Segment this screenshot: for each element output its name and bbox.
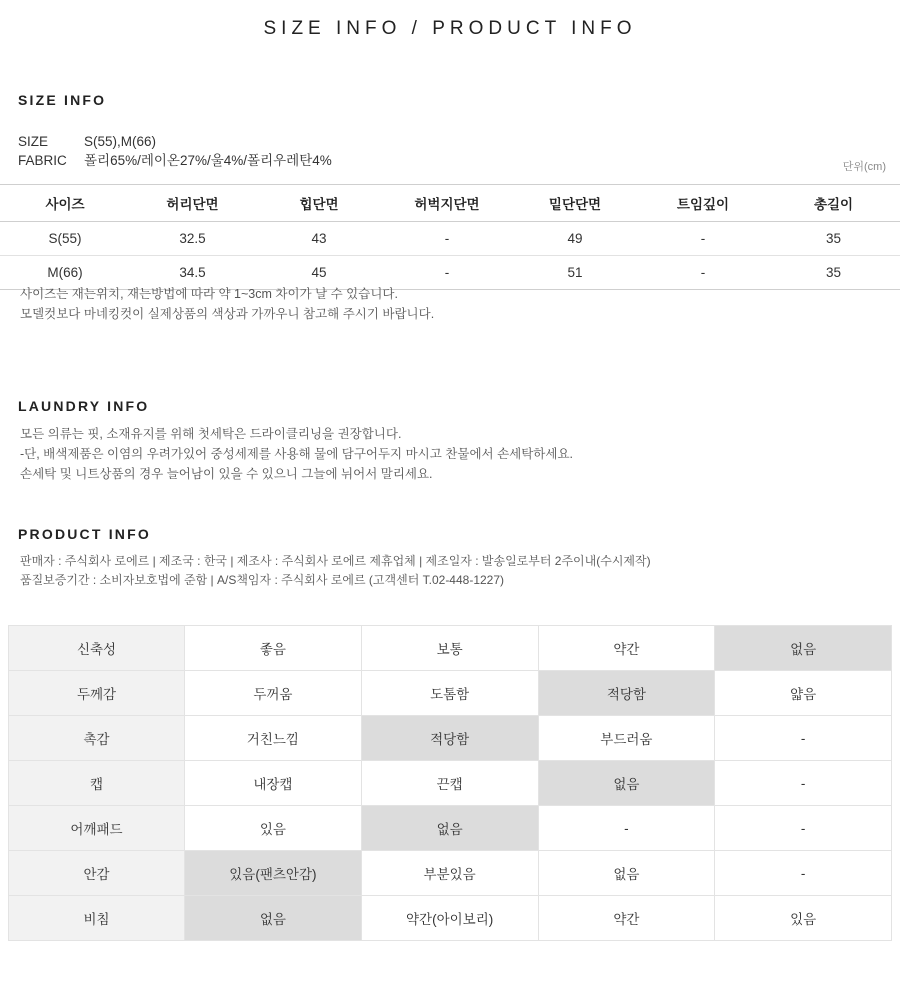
property-option[interactable]: - (715, 761, 892, 806)
property-row-cap (9, 761, 892, 806)
col-hip: 힙단면 (255, 185, 383, 222)
product-info-body (20, 552, 651, 590)
cell-slit: - (639, 222, 767, 256)
property-option-selected[interactable]: 있음(팬츠안감) (185, 851, 362, 896)
property-option-selected[interactable]: 없음 (185, 896, 362, 941)
property-option[interactable]: 내장캡 (185, 761, 362, 806)
property-option[interactable]: 두꺼움 (185, 671, 362, 716)
size-spec-list (18, 132, 332, 170)
cell-slit: - (639, 256, 767, 290)
property-option-selected[interactable]: 없음 (361, 806, 538, 851)
cell-length: 35 (767, 256, 900, 290)
property-row-sheerness (9, 896, 892, 941)
size-info-heading: SIZE INFO (18, 92, 107, 108)
cell-waist: 32.5 (130, 222, 255, 256)
col-hem: 밑단단면 (511, 185, 639, 222)
size-notes (20, 284, 434, 324)
property-option-selected[interactable]: 없음 (538, 761, 715, 806)
col-size: 사이즈 (0, 185, 130, 222)
property-row-thickness (9, 671, 892, 716)
spec-value-fabric: 폴리65%/레이온27%/울4%/폴리우레탄4% (84, 153, 332, 168)
measurement-table (0, 184, 900, 290)
property-row-lining (9, 851, 892, 896)
property-label-shoulder-pad: 어깨패드 (9, 806, 185, 851)
property-option[interactable]: 도톰함 (361, 671, 538, 716)
property-label-stretch: 신축성 (9, 626, 185, 671)
property-option[interactable]: 있음 (715, 896, 892, 941)
table-header-row (0, 185, 900, 222)
property-row-stretch (9, 626, 892, 671)
unit-note: 단위(cm) (842, 161, 886, 173)
cell-hem: 51 (511, 256, 639, 290)
spec-value-size: S(55),M(66) (84, 134, 157, 149)
property-row-shoulder-pad (9, 806, 892, 851)
property-option[interactable]: 얇음 (715, 671, 892, 716)
property-option[interactable]: - (715, 716, 892, 761)
property-option[interactable]: - (715, 851, 892, 896)
property-option-selected[interactable]: 적당함 (538, 671, 715, 716)
laundry-info-body (20, 424, 573, 484)
property-label-texture: 촉감 (9, 716, 185, 761)
property-option[interactable]: 보통 (361, 626, 538, 671)
col-length: 총길이 (767, 185, 900, 222)
cell-hip: 45 (255, 256, 383, 290)
laundry-info-heading: LAUNDRY INFO (18, 398, 150, 414)
cell-thigh: - (383, 256, 511, 290)
measurement-table-wrapper (0, 184, 900, 290)
property-option[interactable]: 있음 (185, 806, 362, 851)
property-option[interactable]: 약간 (538, 626, 715, 671)
property-option[interactable]: - (715, 806, 892, 851)
laundry-line: 손세탁 및 니트상품의 경우 늘어남이 있을 수 있으니 그늘에 뉘어서 말리세요. (20, 467, 433, 481)
property-grid (8, 625, 892, 941)
cell-waist: 34.5 (130, 256, 255, 290)
property-option[interactable]: 거친느낌 (185, 716, 362, 761)
laundry-line: -단, 배색제품은 이염의 우려가있어 중성세제를 사용해 물에 담구어두지 마시고 찬물에서 손세탁하세요. (20, 447, 573, 461)
laundry-line: 모든 의류는 핏, 소재유지를 위해 첫세탁은 드라이클리닝을 권장합니다. (20, 427, 402, 441)
property-option[interactable]: - (538, 806, 715, 851)
col-slit: 트임깊이 (639, 185, 767, 222)
cell-hem: 49 (511, 222, 639, 256)
property-option[interactable]: 약간(아이보리) (361, 896, 538, 941)
property-label-cap: 캡 (9, 761, 185, 806)
property-label-lining: 안감 (9, 851, 185, 896)
property-option[interactable]: 부분있음 (361, 851, 538, 896)
spec-label-size: SIZE (18, 134, 49, 149)
property-option[interactable]: 끈캡 (361, 761, 538, 806)
cell-thigh: - (383, 222, 511, 256)
page-title: SIZE INFO / PRODUCT INFO (263, 18, 637, 39)
col-thigh: 허벅지단면 (383, 185, 511, 222)
property-grid-wrapper (8, 625, 892, 941)
property-option[interactable]: 부드러움 (538, 716, 715, 761)
property-option-selected[interactable]: 없음 (715, 626, 892, 671)
property-row-texture (9, 716, 892, 761)
cell-hip: 43 (255, 222, 383, 256)
product-info-line: 품질보증기간 : 소비자보호법에 준함 | A/S책임자 : 주식회사 로에르 (고객센터 T.02-448-1227) (20, 573, 505, 587)
property-label-sheerness: 비침 (9, 896, 185, 941)
cell-size: M(66) (0, 256, 130, 290)
table-row (0, 222, 900, 256)
product-info-line: 판매자 : 주식회사 로에르 | 제조국 : 한국 | 제조사 : 주식회사 로에르 제휴업체 | 제조일자 : 발송일로부터 2주이내(수시제작) (20, 554, 651, 568)
property-label-thickness: 두께감 (9, 671, 185, 716)
spec-row-fabric (18, 151, 332, 170)
property-option[interactable]: 없음 (538, 851, 715, 896)
size-note-line: 모델컷보다 마네킹컷이 실제상품의 색상과 가까우니 참고해 주시기 바랍니다. (20, 307, 435, 321)
cell-length: 35 (767, 222, 900, 256)
property-option[interactable]: 약간 (538, 896, 715, 941)
property-option[interactable]: 좋음 (185, 626, 362, 671)
cell-size: S(55) (0, 222, 130, 256)
col-waist: 허리단면 (130, 185, 255, 222)
size-note-line: 사이즈는 재는위치, 재는방법에 따라 약 1~3cm 차이가 날 수 있습니다. (20, 287, 398, 301)
spec-row-size (18, 132, 332, 151)
property-option-selected[interactable]: 적당함 (361, 716, 538, 761)
spec-label-fabric: FABRIC (18, 153, 67, 168)
product-info-heading: PRODUCT INFO (18, 526, 151, 542)
